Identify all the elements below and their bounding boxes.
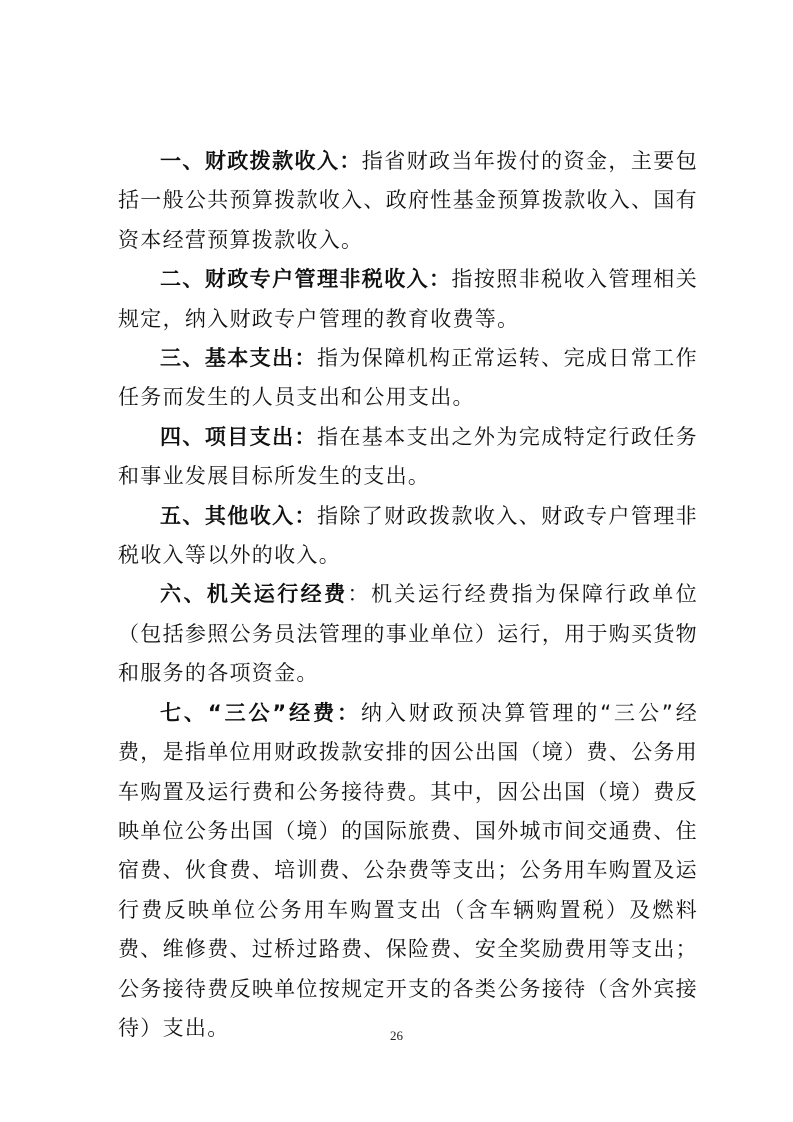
definition-operating-expenses [118,575,698,693]
definition-text: 指为保障机构正常运转、完成日常工作任务而发生的人员支出和公用支出。 [118,346,698,410]
definition-three-public-expenses [118,694,698,1049]
definition-term: 五、其他收入： [160,503,317,528]
definition-text: 指省财政当年拨付的资金，主要包括一般公共预算拨款收入、政府性基金预算拨款收入、国有资本经营预算拨款收入。 [118,149,698,252]
definition-term: 二、财政专户管理非税收入： [160,267,452,292]
definition-special-account-non-tax-income [118,260,698,339]
definition-other-income [118,497,698,576]
definition-term: 一、财政拨款收入： [160,149,362,173]
definition-project-expenditure [118,418,698,497]
definition-term: 三、基本支出： [160,346,317,371]
definition-term: 七、“三公”经费： [160,700,361,725]
definition-text: 指按照非税收入管理相关规定，纳入财政专户管理的教育收费等。 [118,267,698,331]
definition-financial-appropriation-income [118,142,698,260]
definition-term: 四、项目支出： [160,424,317,449]
page-number: 26 [390,1028,403,1043]
definition-text: 纳入财政预决算管理的“三公”经费，是指单位用财政拨款安排的因公出国（境）费、公务用车购置及运行费和公务接待费。其中，因公出国（境）费反映单位公务出国（境）的国际旅费、国外城市间交通费、住宿费、伙食费、培训费、公杂费等支出；公务用车购置及运行费反映单位公务用车购置支出（含车辆购置税）及燃料费、维修费、过桥过路费、保险费、安全奖励费用等支出；公务接待费反映单位按规定开支的各类公务接待（含外宾接待）支出。 [118,700,698,1040]
definition-basic-expenditure [118,339,698,418]
definitions-body [118,142,698,1048]
definition-text: 指除了财政拨款收入、财政专户管理非税收入等以外的收入。 [118,503,698,568]
definition-text: ：机关运行经费指为保障行政单位（包括参照公务员法管理的事业单位）运行，用于购买货物和服务的各项资金。 [118,582,698,686]
definition-text: 指在基本支出之外为完成特定行政任务和事业发展目标所发生的支出。 [118,424,698,489]
definition-term: 六、机关运行经费 [160,582,348,607]
